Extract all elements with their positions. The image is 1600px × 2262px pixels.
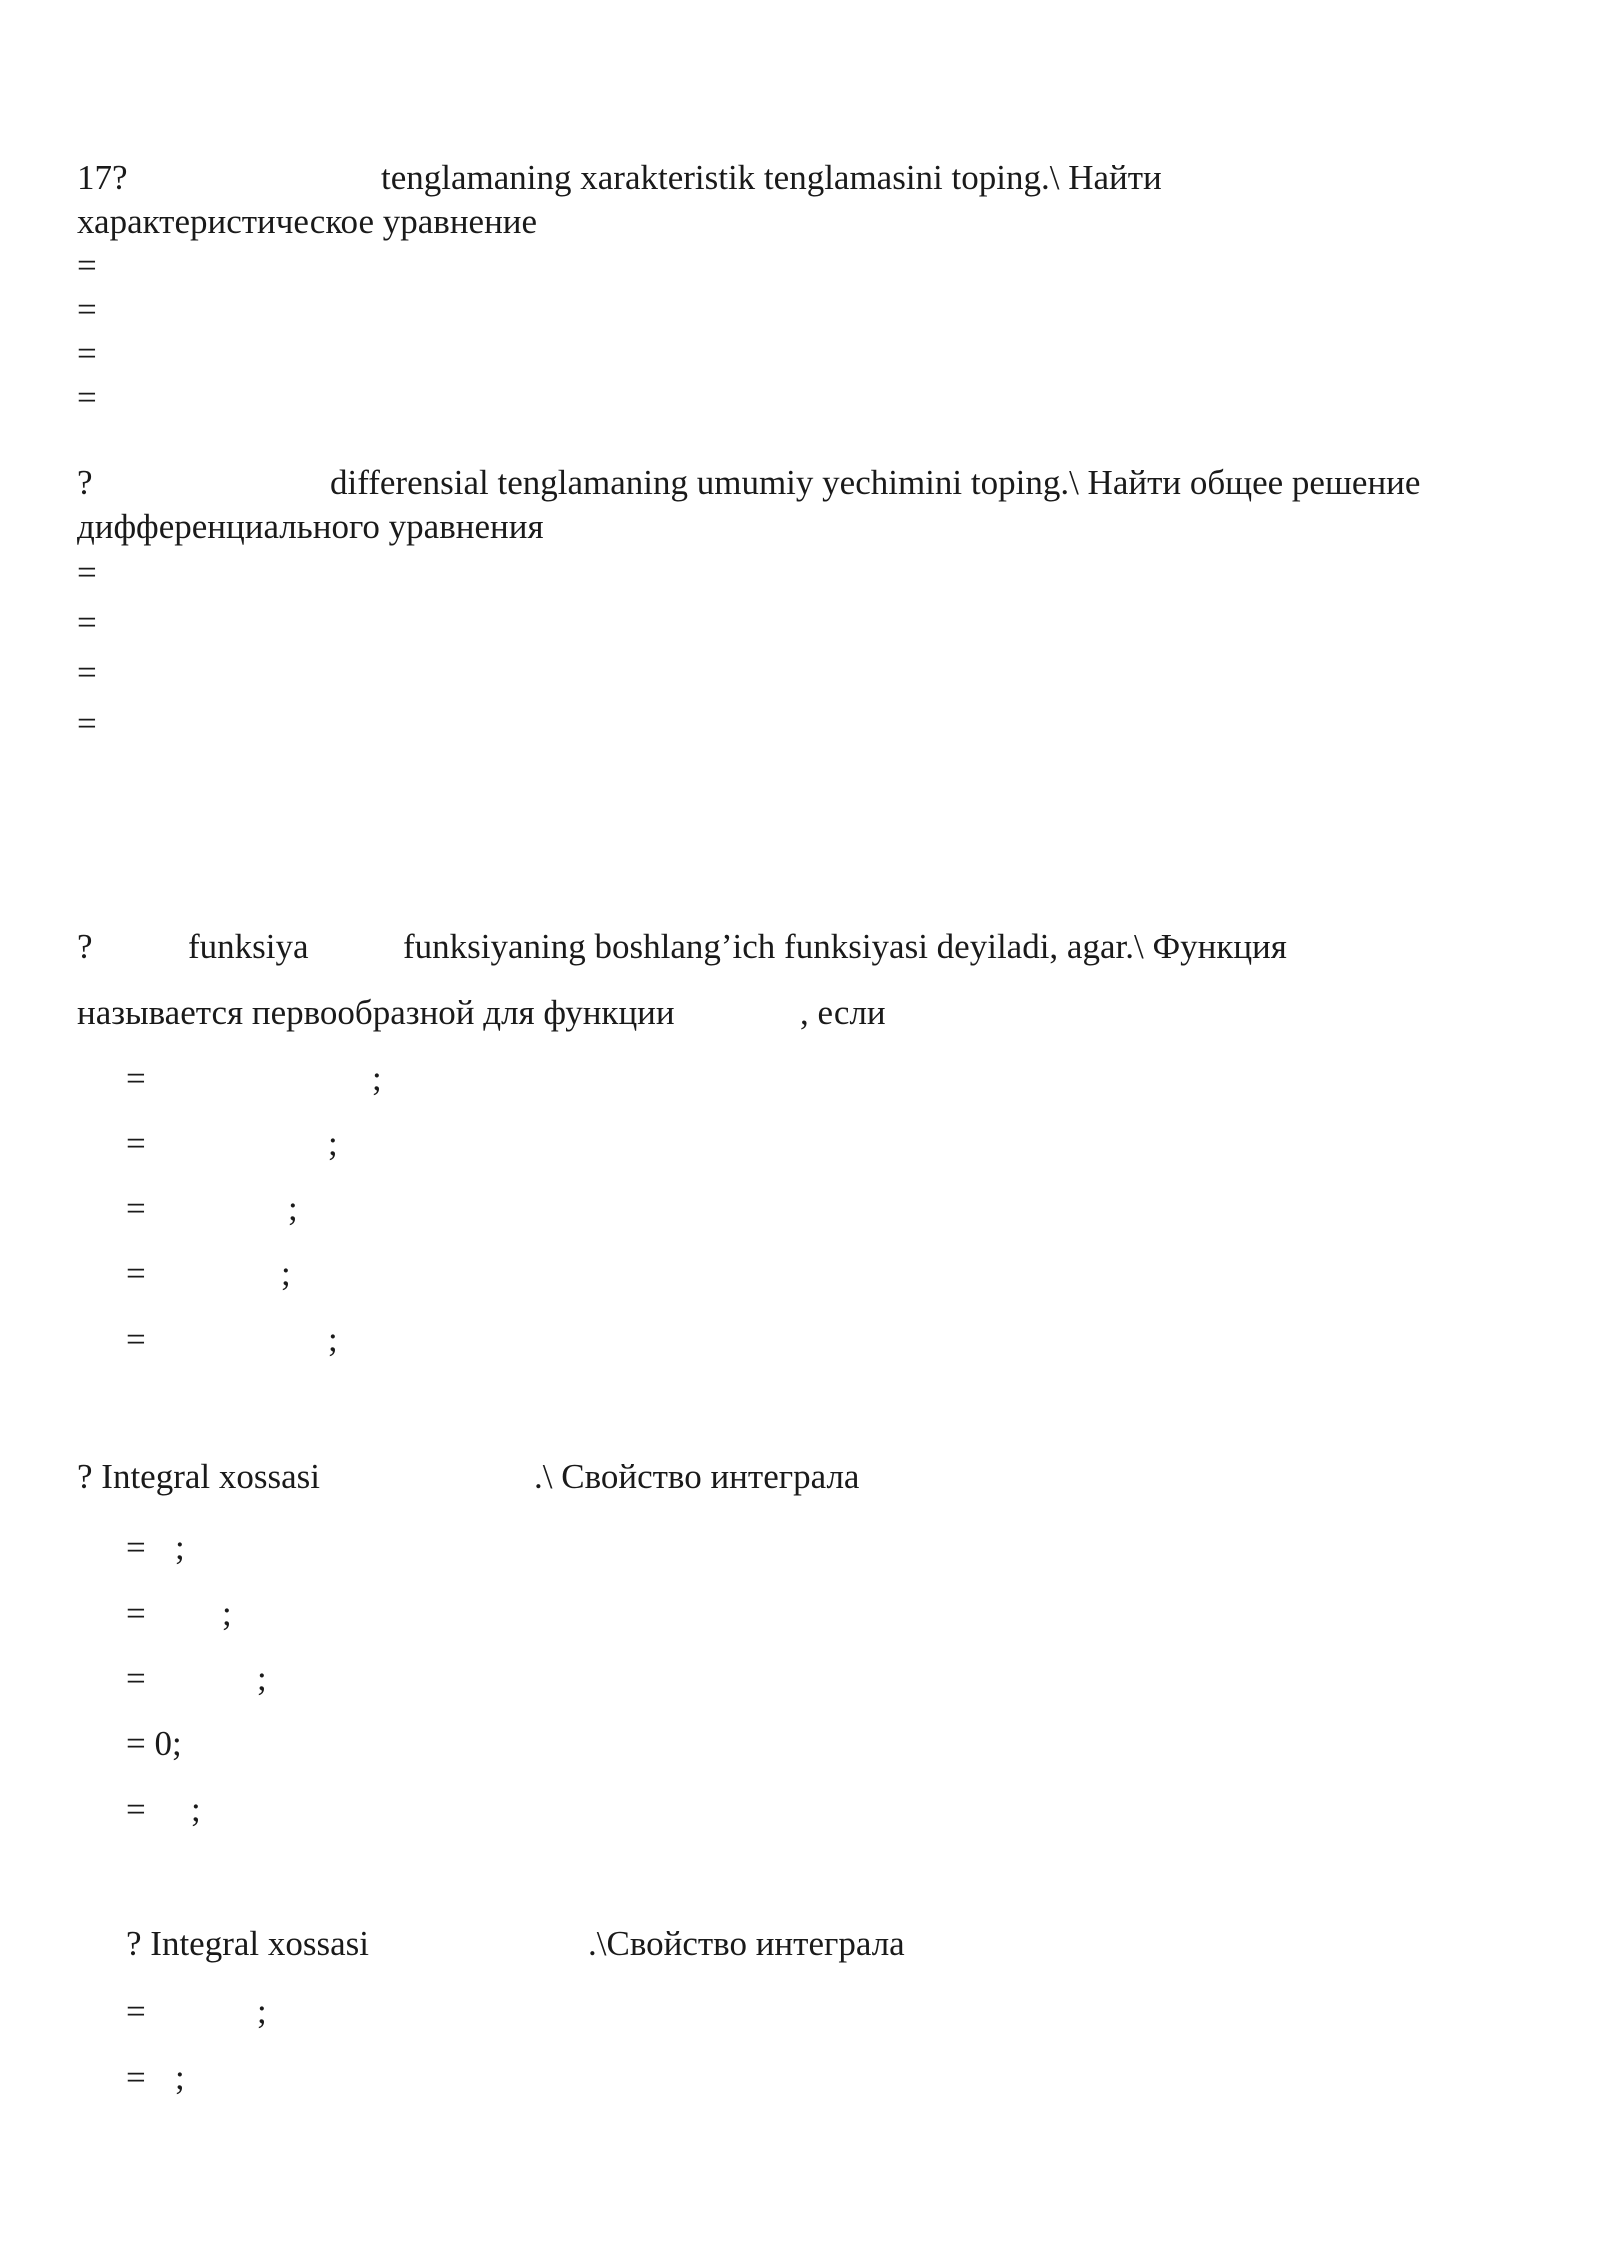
question-text-end: , если xyxy=(800,993,886,1032)
answer-option: = 0; xyxy=(126,1724,182,1763)
question-text: differensial tenglamaning umumiy yechimini toping.\ Найти общее решение xyxy=(330,463,1421,502)
question-number: 17? xyxy=(77,158,128,197)
answer-option-end: ; xyxy=(372,1059,382,1098)
answer-option: = xyxy=(126,2058,146,2097)
answer-option: = xyxy=(77,553,97,592)
answer-option: = xyxy=(77,290,97,329)
question-title-translation: .\ Свойство интеграла xyxy=(534,1457,860,1496)
question-title: ? Integral xossasi xyxy=(77,1457,320,1496)
answer-option-end: ; xyxy=(328,1320,338,1359)
answer-option: = xyxy=(77,704,97,743)
answer-option: = xyxy=(126,1659,146,1698)
answer-option-end: ; xyxy=(328,1124,338,1163)
answer-option: = xyxy=(77,378,97,417)
answer-option-end: ; xyxy=(191,1790,201,1829)
question-title: ? Integral xossasi xyxy=(126,1924,369,1963)
question-word: funksiya xyxy=(188,927,309,966)
question-text-continued: называется первообразной для функции xyxy=(77,993,675,1032)
question-text: funksiyaning boshlang’ich funksiyasi deyiladi, agar.\ Функция xyxy=(403,927,1287,966)
answer-option-end: ; xyxy=(175,2058,185,2097)
answer-option-end: ; xyxy=(257,1659,267,1698)
answer-option-end: ; xyxy=(288,1189,298,1228)
answer-option: = xyxy=(126,1594,146,1633)
question-text-continued: характеристическое уравнение xyxy=(77,202,538,241)
answer-option: = xyxy=(126,1528,146,1567)
question-title-translation: .\Свойство интеграла xyxy=(588,1924,905,1963)
answer-option: = xyxy=(77,246,97,285)
answer-option: = xyxy=(77,603,97,642)
answer-option: = xyxy=(77,334,97,373)
answer-option: = xyxy=(126,1254,146,1293)
answer-option: = xyxy=(126,1790,146,1829)
question-number: ? xyxy=(77,927,93,966)
answer-option: = xyxy=(126,1124,146,1163)
question-number: ? xyxy=(77,463,93,502)
answer-option-end: ; xyxy=(222,1594,232,1633)
answer-option: = xyxy=(126,1320,146,1359)
answer-option: = xyxy=(126,1189,146,1228)
answer-option-end: ; xyxy=(281,1254,291,1293)
answer-option: = xyxy=(126,1059,146,1098)
answer-option-end: ; xyxy=(257,1992,267,2031)
answer-option: = xyxy=(126,1992,146,2031)
answer-option: = xyxy=(77,653,97,692)
answer-option-end: ; xyxy=(175,1528,185,1567)
question-text-continued: дифференциального уравнения xyxy=(77,507,544,546)
question-text: tenglamaning xarakteristik tenglamasini toping.\ Найти xyxy=(381,158,1162,197)
